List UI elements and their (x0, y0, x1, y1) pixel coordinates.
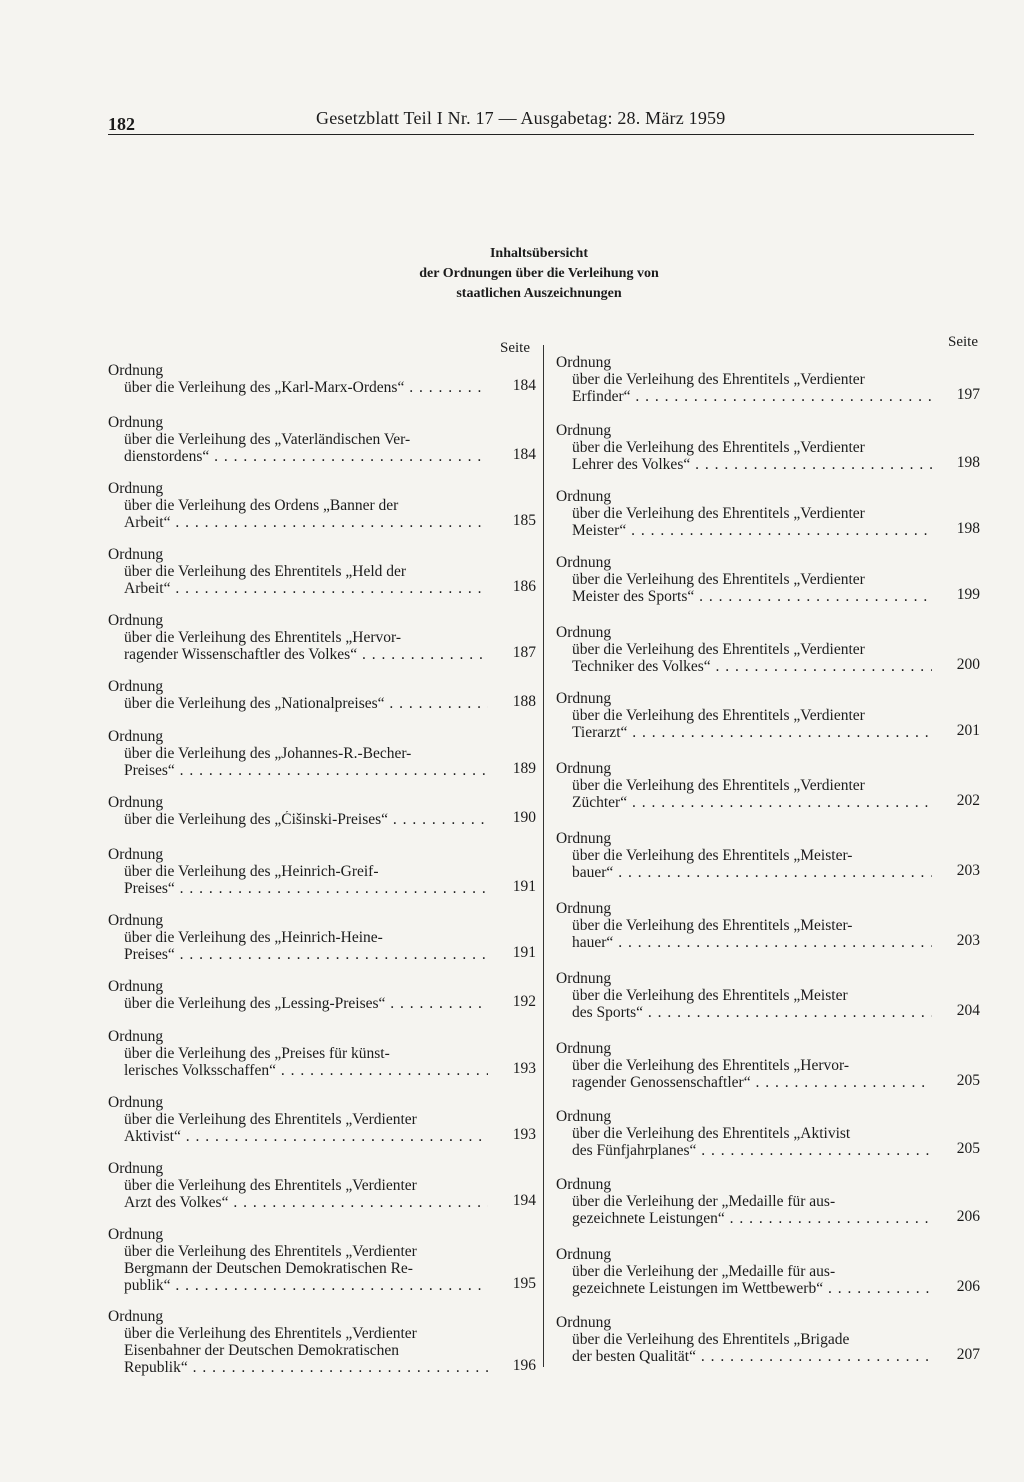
entry-title (108, 929, 542, 963)
entry-title-line: über die Verleihung des „Johannes-R.-Becher- (124, 745, 412, 762)
entry-title-line: dienstordens“ . . . (124, 448, 488, 465)
entry-page-number: 193 (512, 1126, 536, 1143)
entry-title (108, 1111, 542, 1145)
entry-title (108, 379, 542, 396)
entry-title-line: über die Verleihung des Ehrentitels „Verdienter (124, 1111, 417, 1128)
entry-keyword: Ordnung (556, 488, 612, 505)
entry-title-line: über die Verleihung des „Preises für künst- (124, 1045, 390, 1062)
toc-entry (108, 1308, 542, 1376)
toc-entry (108, 1160, 542, 1211)
entry-title-line: über die Verleihung des Ehrentitels „Verdienter (572, 777, 865, 794)
toc-entry (556, 1040, 986, 1091)
entry-keyword: Ordnung (108, 414, 164, 431)
entry-keyword: Ordnung (108, 1308, 164, 1325)
entry-keyword: Ordnung (108, 678, 164, 695)
entry-page-number: 188 (512, 693, 536, 710)
entry-keyword: Ordnung (108, 1226, 164, 1243)
toc-entry (556, 760, 986, 811)
entry-title-line: über die Verleihung der „Medaille für aus- (572, 1193, 836, 1210)
entry-title-line: über die Verleihung des „Ćišinski-Preises“ . . . (124, 811, 488, 828)
toc-title-line: staatlichen Auszeichnungen (456, 286, 622, 301)
entry-page-number: 198 (956, 520, 980, 537)
entry-title (108, 995, 542, 1012)
entry-title-line: über die Verleihung des Ehrentitels „Meister- (572, 847, 853, 864)
entry-title (556, 1193, 986, 1227)
toc-entry (108, 846, 542, 897)
entry-title (108, 811, 542, 828)
entry-title-line: Meister“ . . . (572, 522, 932, 539)
entry-page-number: 195 (512, 1275, 536, 1292)
entry-title-line: über die Verleihung des „Karl-Marx-Ordens“ . . . (124, 379, 488, 396)
entry-title-line: Bergmann der Deutschen Demokratischen Re- (124, 1260, 413, 1277)
entry-keyword: Ordnung (556, 354, 612, 371)
entry-title-line: über die Verleihung des „Lessing-Preises“ . . . (124, 995, 488, 1012)
entry-title (108, 431, 542, 465)
entry-keyword: Ordnung (556, 1246, 612, 1263)
entry-keyword: Ordnung (556, 1040, 612, 1057)
toc-entry (108, 414, 542, 465)
entry-title-line: Eisenbahner der Deutschen Demokratischen (124, 1342, 400, 1359)
entry-title-line: ragender Genossenschaftler“ . . . (572, 1074, 932, 1091)
entry-page-number: 193 (512, 1060, 536, 1077)
toc-entry (108, 728, 542, 779)
entry-page-number: 205 (956, 1072, 980, 1089)
entry-title-line: Aktivist“ . . . (124, 1128, 488, 1145)
entry-title (556, 847, 986, 881)
toc-entry (556, 1246, 986, 1297)
entry-title-line: Preises“ . . . (124, 880, 488, 897)
toc-entry (556, 422, 986, 473)
entry-page-number: 184 (512, 377, 536, 394)
entry-title-line: Preises“ . . . (124, 762, 488, 779)
entry-title-line: der besten Qualität“ . . . (572, 1348, 932, 1365)
entry-title (556, 1057, 986, 1091)
entry-page-number: 191 (512, 944, 536, 961)
entry-page-number: 186 (512, 578, 536, 595)
entry-title-line: über die Verleihung des „Vaterländischen Ver- (124, 431, 411, 448)
entry-title-line: Meister des Sports“ . . . (572, 588, 932, 605)
entry-title-line: über die Verleihung des „Heinrich-Heine- (124, 929, 383, 946)
toc-entry (556, 970, 986, 1021)
entry-title (556, 777, 986, 811)
entry-title (556, 1331, 986, 1365)
toc-entry (556, 354, 986, 405)
entry-title-line: gezeichnete Leistungen im Wettbewerb“ . . . (572, 1280, 932, 1297)
toc-entry (556, 1314, 986, 1365)
entry-keyword: Ordnung (556, 1314, 612, 1331)
entry-title-line: hauer“ . . . (572, 934, 932, 951)
entry-keyword: Ordnung (556, 970, 612, 987)
entry-title (108, 563, 542, 597)
entry-title (108, 1325, 542, 1376)
entry-title-line: Tierarzt“ . . . (572, 724, 932, 741)
entry-title (556, 505, 986, 539)
entry-title (108, 629, 542, 663)
toc-entry (556, 830, 986, 881)
entry-title (108, 695, 542, 712)
entry-keyword: Ordnung (108, 846, 164, 863)
entry-title-line: über die Verleihung des Ehrentitels „Verdienter (124, 1243, 417, 1260)
entry-title (556, 917, 986, 951)
toc-entry (556, 488, 986, 539)
entry-page-number: 189 (512, 760, 536, 777)
entry-page-number: 187 (512, 644, 536, 661)
entry-page-number: 194 (512, 1192, 536, 1209)
entry-title-line: über die Verleihung des Ehrentitels „Verdienter (124, 1325, 417, 1342)
entry-title-line: über die Verleihung des Ehrentitels „Hervor- (572, 1057, 850, 1074)
entry-title (556, 707, 986, 741)
entry-page-number: 200 (956, 656, 980, 673)
entry-keyword: Ordnung (556, 900, 612, 917)
entry-title (556, 571, 986, 605)
entry-title-line: Arbeit“ . . . (124, 514, 488, 531)
entry-page-number: 202 (956, 792, 980, 809)
entry-title (108, 863, 542, 897)
entry-keyword: Ordnung (108, 912, 164, 929)
entry-title (108, 745, 542, 779)
entry-keyword: Ordnung (556, 1108, 612, 1125)
toc-entry (108, 794, 542, 828)
entry-keyword: Ordnung (556, 624, 612, 641)
entry-title-line: ragender Wissenschaftler des Volkes“ . . . (124, 646, 488, 663)
entry-keyword: Ordnung (556, 830, 612, 847)
entry-page-number: 201 (956, 722, 980, 739)
entry-title (556, 641, 986, 675)
toc-entry (108, 1094, 542, 1145)
page-header (108, 108, 974, 135)
entry-page-number: 192 (512, 993, 536, 1010)
entry-page-number: 198 (956, 454, 980, 471)
toc-entry (108, 480, 542, 531)
entry-page-number: 207 (956, 1346, 980, 1363)
seite-label: Seite (500, 340, 530, 356)
entry-title-line: über die Verleihung des Ehrentitels „Verdienter (572, 707, 865, 724)
toc-entry (108, 546, 542, 597)
toc-entry (556, 624, 986, 675)
entry-page-number: 206 (956, 1208, 980, 1225)
entry-title (556, 371, 986, 405)
entry-title (556, 987, 986, 1021)
entry-page-number: 203 (956, 932, 980, 949)
toc-title-line: der Ordnungen über die Verleihung von (419, 266, 659, 281)
entry-keyword: Ordnung (108, 1028, 164, 1045)
entry-keyword: Ordnung (556, 422, 612, 439)
entry-title-line: Preises“ . . . (124, 946, 488, 963)
entry-page-number: 205 (956, 1140, 980, 1157)
entry-title-line: Arzt des Volkes“ . . . (124, 1194, 488, 1211)
entry-page-number: 191 (512, 878, 536, 895)
entry-title-line: über die Verleihung des Ehrentitels „Meister- (572, 917, 853, 934)
entry-title-line: Züchter“ . . . (572, 794, 932, 811)
entry-keyword: Ordnung (108, 1160, 164, 1177)
entry-keyword: Ordnung (556, 554, 612, 571)
toc-entry (556, 554, 986, 605)
toc-entry (108, 362, 542, 396)
entry-page-number: 204 (956, 1002, 980, 1019)
entry-title (556, 439, 986, 473)
entry-keyword: Ordnung (108, 362, 164, 379)
entry-title-line: des Fünfjahrplanes“ . . . (572, 1142, 932, 1159)
toc-entry (556, 1176, 986, 1227)
entry-title (556, 1263, 986, 1297)
entry-title-line: über die Verleihung des Ehrentitels „Verdienter (124, 1177, 417, 1194)
entry-title (108, 1177, 542, 1211)
entry-keyword: Ordnung (556, 760, 612, 777)
entry-title-line: Lehrer des Volkes“ . . . (572, 456, 932, 473)
entry-title-line: über die Verleihung des Ehrentitels „Brigade (572, 1331, 850, 1348)
entry-title-line: über die Verleihung des Ehrentitels „Aktivist (572, 1125, 851, 1142)
entry-title-line: über die Verleihung des Ehrentitels „Verdienter (572, 371, 865, 388)
toc-entry (108, 678, 542, 712)
entry-title-line: lerisches Volksschaffen“ . . . (124, 1062, 488, 1079)
toc-title (300, 244, 778, 304)
entry-title-line: über die Verleihung des Ehrentitels „Hervor- (124, 629, 402, 646)
entry-title-line: publik“ . . . (124, 1277, 488, 1294)
page-number: 182 (108, 114, 135, 134)
entry-title-line: über die Verleihung des Ehrentitels „Verdienter (572, 641, 865, 658)
entry-keyword: Ordnung (556, 690, 612, 707)
entry-title-line: über die Verleihung des „Heinrich-Greif- (124, 863, 379, 880)
seite-label: Seite (948, 334, 978, 350)
entry-page-number: 197 (956, 386, 980, 403)
entry-keyword: Ordnung (108, 978, 164, 995)
entry-keyword: Ordnung (108, 728, 164, 745)
entry-page-number: 196 (512, 1357, 536, 1374)
toc-entry (556, 900, 986, 951)
toc-entry (108, 978, 542, 1012)
entry-title (108, 1243, 542, 1294)
entry-title-line: über die Verleihung des Ehrentitels „Verdienter (572, 505, 865, 522)
entry-title-line: Techniker des Volkes“ . . . (572, 658, 932, 675)
entry-keyword: Ordnung (108, 794, 164, 811)
entry-title-line: über die Verleihung des Ordens „Banner der (124, 497, 399, 514)
toc-entry (108, 612, 542, 663)
entry-title-line: über die Verleihung der „Medaille für aus- (572, 1263, 836, 1280)
entry-keyword: Ordnung (556, 1176, 612, 1193)
header-title: Gesetzblatt Teil I Nr. 17 — Ausgabetag: 28. März 1959 (316, 108, 726, 128)
entry-title (556, 1125, 986, 1159)
entry-title-line: des Sports“ . . . (572, 1004, 932, 1021)
entry-page-number: 206 (956, 1278, 980, 1295)
entry-title-line: über die Verleihung des Ehrentitels „Meister (572, 987, 848, 1004)
entry-keyword: Ordnung (108, 612, 164, 629)
toc-entry (108, 912, 542, 963)
entry-title-line: über die Verleihung des Ehrentitels „Verdienter (572, 439, 865, 456)
entry-keyword: Ordnung (108, 546, 164, 563)
entry-keyword: Ordnung (108, 480, 164, 497)
entry-title-line: Republik“ . . . (124, 1359, 488, 1376)
entry-page-number: 184 (512, 446, 536, 463)
entry-title-line: Erfinder“ . . . (572, 388, 932, 405)
entry-title-line: Arbeit“ . . . (124, 580, 488, 597)
entry-title-line: über die Verleihung des „Nationalpreises“ . . . (124, 695, 488, 712)
entry-title-line: gezeichnete Leistungen“ . . . (572, 1210, 932, 1227)
entry-title-line: über die Verleihung des Ehrentitels „Verdienter (572, 571, 865, 588)
toc-entry (108, 1028, 542, 1079)
entry-page-number: 199 (956, 586, 980, 603)
entry-title-line: bauer“ . . . (572, 864, 932, 881)
entry-title (108, 497, 542, 531)
column-divider (543, 345, 544, 1367)
toc-entry (556, 690, 986, 741)
entry-title (108, 1045, 542, 1079)
toc-entry (556, 1108, 986, 1159)
entry-page-number: 185 (512, 512, 536, 529)
toc-title-line: Inhaltsübersicht (489, 246, 589, 261)
entry-page-number: 190 (512, 809, 536, 826)
entry-title-line: über die Verleihung des Ehrentitels „Held der (124, 563, 407, 580)
entry-keyword: Ordnung (108, 1094, 164, 1111)
toc-entry (108, 1226, 542, 1294)
entry-page-number: 203 (956, 862, 980, 879)
